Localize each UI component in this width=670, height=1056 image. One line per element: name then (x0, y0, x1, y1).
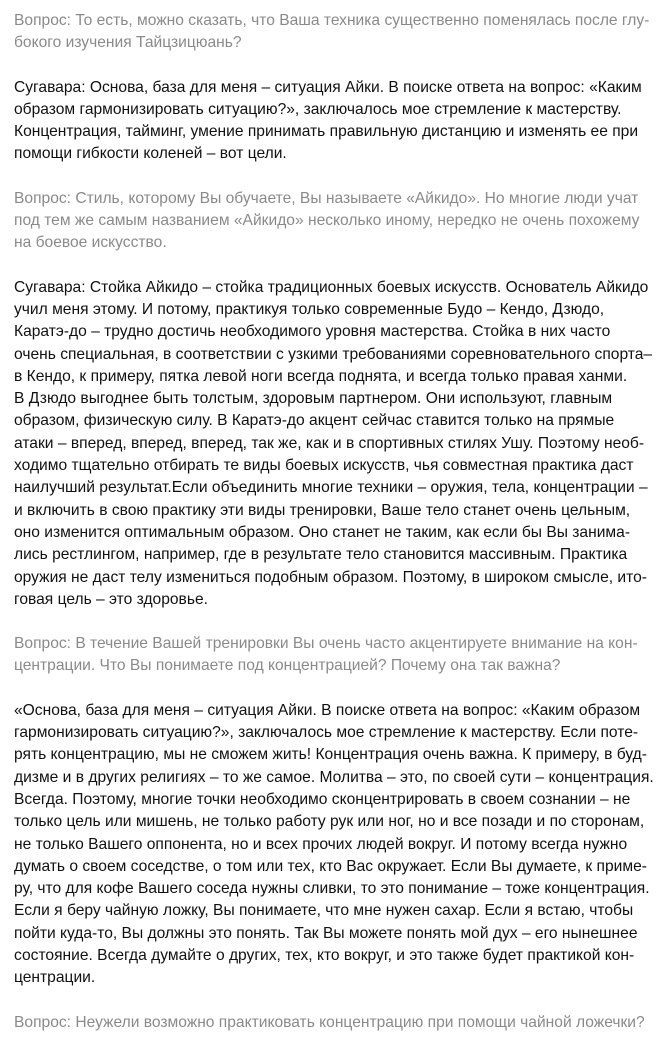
text-line: оно изменится оптимальным образом. Оно станет не таким, как если бы Вы занима- (14, 523, 631, 541)
text-line: Вопрос: Стиль, которому Вы обучаете, Вы называете «Айкидо». Но многие люди учат (14, 189, 639, 207)
text-line: Каратэ-до – трудно достичь необходимого уровня мастерства. Стойка в них часто (14, 323, 611, 341)
text-line: оружия не даст телу измениться подобным образом. Поэтому, в широком смысле, ито- (14, 568, 647, 586)
text-line: помощи гибкости коленей – вот цели. (14, 145, 287, 163)
text-line: бокого изучения Тайцзицюань? (14, 34, 242, 52)
question-paragraph-1 (14, 10, 666, 55)
question-paragraph-4 (14, 1012, 666, 1034)
question-paragraph-3 (14, 633, 666, 678)
text-line: Если я беру чайную ложку, Вы понимаете, что мне нужен сахар. Если я встаю, чтобы (14, 902, 634, 920)
text-line: в Кендо, к примеру, пятка левой ноги всегда поднята, и всегда только правая ханми. (14, 367, 628, 385)
text-line: состояние. Всегда думайте о других, тех, кто вокруг, и это также будет практикой кон- (14, 946, 635, 964)
text-line: наилучший результат.Если объединить многие техники – оружия, тела, концентрации – (14, 479, 648, 497)
text-line: на боевое искусство. (14, 234, 167, 252)
text-line: Вопрос: В течение Вашей тренировки Вы очень часто акцентируете внимание на кон- (14, 635, 638, 653)
text-line: под тем же самым названием «Айкидо» несколько иному, нередко не очень похожему (14, 212, 640, 230)
text-line: лись рестлингом, например, где в результате тело становится массивным. Практика (14, 546, 628, 564)
text-line: гармонизировать ситуацию?», заключалось мое стремление к мастерству. Если поте- (14, 724, 639, 742)
text-line: дизме и в других религиях – то же самое. Молитва – это, по своей сути – концентрация. (14, 768, 654, 786)
text-line: ру, что для кофе Вашего соседа нужны сливки, то это понимание – тоже концентрация. (14, 880, 650, 898)
question-paragraph-2 (14, 188, 666, 255)
document-page (14, 10, 666, 1056)
text-line: Сугавара: Основа, база для меня – ситуация Айки. В поиске ответа на вопрос: «Каким (14, 78, 642, 96)
text-line: центрации. (14, 969, 96, 987)
text-line: Концентрация, тайминг, умение принимать правильную дистанцию и изменять ее при (14, 123, 639, 141)
text-line: говая цель – это здоровье. (14, 590, 208, 608)
text-line: рять концентрацию, мы не сможем жить! Концентрация очень важна. К примеру, в буд- (14, 746, 647, 764)
text-line: очень специальная, в соответствии с узкими требованиями соревновательного спорта– (14, 345, 653, 363)
text-line: не только Вашего оппонента, но и всех прочих людей вокруг. И потому всегда нужно (14, 835, 628, 853)
text-line: Вопрос: То есть, можно сказать, что Ваша техника существенно поменялась после глу- (14, 12, 650, 29)
text-line: Всегда. Поэтому, многие точки необходимо сконцентрировать в своем сознании – не (14, 790, 631, 808)
text-line: В Дзюдо выгоднее быть толстым, здоровым партнером. Они используют, главным (14, 390, 613, 408)
answer-paragraph-3 (14, 700, 666, 990)
text-line: пойти куда-то, Вы должны это понять. Так Вы можете понять мой дух – его нынешнее (14, 924, 638, 942)
text-line: ходимо тщательно отбирать те виды боевых искусств, чья совместная практика даст (14, 457, 634, 475)
text-line: думать о своем соседстве, о том или тех, кто Вас окружает. Если Вы думаете, к приме- (14, 857, 647, 875)
text-line: Сугавара: Стойка Айкидо – стойка традиционных боевых искусств. Основатель Айкидо (14, 278, 649, 296)
answer-paragraph-1 (14, 77, 666, 166)
text-line: учил меня этому. И потому, практикуя только современные Будо – Кендо, Дзюдо, (14, 300, 605, 318)
text-line: и включить в свою практику эти виды тренировки, Ваше тело станет очень цельным, (14, 501, 631, 519)
text-line: образом гармонизировать ситуацию?», заключалось мое стремление к мастерству. (14, 100, 622, 118)
text-line: атаки – вперед, вперед, вперед, так же, как и в спортивных стилях Ушу. Поэтому необ- (14, 434, 645, 452)
answer-paragraph-2 (14, 277, 666, 611)
text-line: «Основа, база для меня – ситуация Айки. В поиске ответа на вопрос: «Каким образом (14, 701, 641, 719)
text-line: образом, физическую силу. В Каратэ-до акцент сейчас ставится только на прямые (14, 412, 615, 430)
text-line: только цель или мишень, не только работу рук или ног, но и все позади и по сторонам, (14, 813, 645, 831)
text-line: центрации. Что Вы понимаете под концентрацией? Почему она так важна? (14, 657, 561, 675)
text-line: Вопрос: Неужели возможно практиковать концентрацию при помощи чайной ложечки? (14, 1013, 645, 1031)
